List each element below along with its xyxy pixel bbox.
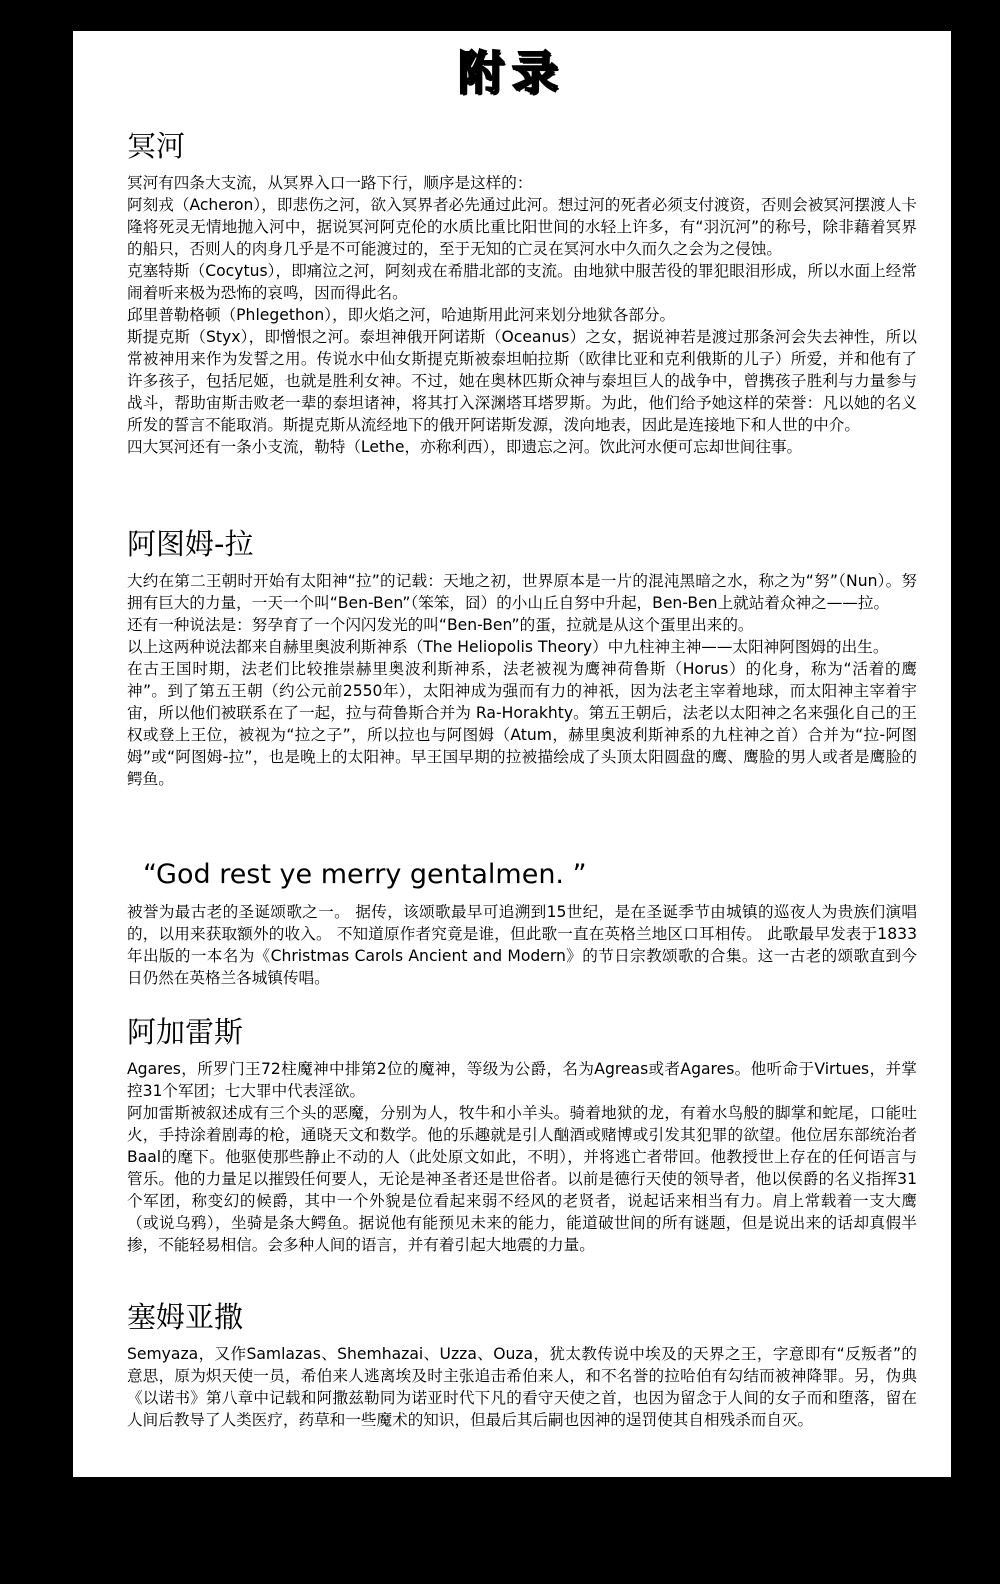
section-agares	[127, 1014, 917, 1256]
page-title: 附录	[458, 46, 566, 100]
paragraph: 四大冥河还有一条小支流，勒特（Lethe，亦称利西），即遗忘之河。饮此河水便可忘却世间往事。	[127, 438, 803, 456]
paragraph: 以上这两种说法都来自赫里奥波利斯神系（The Heliopolis Theory）中九柱神主神——太阳神阿图姆的出生。	[127, 638, 889, 656]
paragraph: 斯提克斯（Styx），即憎恨之河。泰坦神俄开阿诺斯（Oceanus）之女，据说神若是渡过那条河会失去神性，所以常被神用来作为发誓之用。传说水中仙女斯提克斯被泰坦帕拉斯（欧律比亚和克利俄斯的儿子）所爱，并和他有了许多孩子，包括尼姬，也就是胜利女神。不过，她在奥林匹斯众神与泰坦巨人的战争中，曾携孩子胜利与力量参与战斗，帮助宙斯击败老一辈的泰坦诸神，将其打入深渊塔耳塔罗斯。为此，他们给予她这样的荣誉：凡以她的名义所发的誓言不能取消。斯提克斯从流经地下的俄开阿诺斯发源，泼向地表，因此是连接地下和人世的中介。	[127, 328, 917, 434]
section-heading: 冥河	[127, 129, 186, 163]
section-carol	[127, 857, 917, 989]
appendix-page	[73, 31, 951, 1477]
paragraph: 阿加雷斯被叙述成有三个头的恶魔，分别为人，牧牛和小羊头。骑着地狱的龙，有着水鸟般的脚掌和蛇尾，口能吐火，手持涂着剧毒的枪，通晓天文和数学。他的乐趣就是引人酗酒或赌博或引发其犯罪的欲望。他位居东部统治者Baal的麾下。他驱使那些静止不动的人（此处原文如此，不明），并将逃亡者带回。他教授世上存在的任何语言与管乐。他的力量足以摧毁任何要人，无论是神圣者还是世俗者。以前是德行天使的领导者，他以侯爵的名义指挥31个军团，称变幻的候爵，其中一个外貌是位看起来弱不经风的老贤者，说起话来相当有力。肩上常载着一支大鹰（或说乌鸦），坐骑是条大鳄鱼。据说他有能预见未来的能力，能道破世间的所有谜题，但是说出来的话却真假半掺，不能轻易相信。会多种人间的语言，并有着引起大地震的力量。	[127, 1104, 917, 1254]
paragraph: 邱里普勒格顿（Phlegethon），即火焰之河，哈迪斯用此河来划分地狱各部分。	[127, 306, 676, 324]
paragraph: 在古王国时期，法老们比较推崇赫里奥波利斯神系，法老被视为鹰神荷鲁斯（Horus）的化身，称为“活着的鹰神”。到了第五王朝（约公元前2550年），太阳神成为强而有力的神祇，因为法老主宰着地球，而太阳神主宰着宇宙，所以他们被联系在了一起，拉与荷鲁斯合并为 Ra-Horakhty。第五王朝后，法老以太阳神之名来强化自己的王权或登上王位，被视为“拉之子”，所以拉也与阿图姆（Atum，赫里奥波利斯神系的九柱神之首）合并为“拉-阿图姆”或“阿图姆-拉”，也是晚上的太阳神。早王国早期的拉被描绘成了头顶太阳圆盘的鹰、鹰脸的男人或者是鹰脸的鳄鱼。	[127, 660, 917, 788]
paragraph: 克塞特斯（Cocytus），即痛泣之河，阿刻戎在希腊北部的支流。由地狱中服苦役的罪犯眼泪形成，所以水面上经常闹着听来极为恐怖的哀鸣，因而得此名。	[127, 262, 917, 302]
section-heading: “God rest ye merry gentalmen. ”	[143, 859, 587, 890]
section-atum-ra	[127, 526, 917, 790]
paragraph: 被誉为最古老的圣诞颂歌之一。 据传，该颂歌最早可追溯到15世纪，是在圣诞季节由城镇的巡夜人为贵族们演唱的，以用来获取额外的收入。 不知道原作者究竟是谁，但此歌一直在英格兰地区口耳相传。 此歌最早发表于1833年出版的一本名为《Christmas Carols Ancient and Modern》的节日宗教颂歌的合集。这一古老的颂歌直到今日仍然在英格兰各城镇传唱。	[127, 903, 917, 987]
paragraph: 还有一种说法是：努孕育了一个闪闪发光的叫“Ben-Ben”的蛋，拉就是从这个蛋里出来的。	[127, 616, 754, 634]
section-heading: 阿图姆-拉	[127, 527, 254, 561]
paragraph: 冥河有四条大支流，从冥界入口一路下行，顺序是这样的：	[127, 174, 533, 192]
section-heading: 阿加雷斯	[127, 1015, 244, 1049]
section-semyaza	[127, 1299, 917, 1431]
section-heading: 塞姆亚撒	[127, 1300, 244, 1334]
section-styx	[127, 128, 917, 458]
paragraph: 大约在第二王朝时开始有太阳神“拉”的记载：天地之初，世界原本是一片的混沌黑暗之水，称之为“努”（Nun）。努拥有巨大的力量，一天一个叫“Ben-Ben”（笨笨，囧）的小山丘自努中升起，Ben-Ben上就站着众神之——拉。	[127, 572, 917, 612]
paragraph: Agares，所罗门王72柱魔神中排第2位的魔神，等级为公爵，名为Agreas或者Agares。他听命于Virtues，并掌控31个军团；七大罪中代表淫欲。	[127, 1060, 917, 1100]
paragraph: 阿刻戎（Acheron），即悲伤之河，欲入冥界者必先通过此河。想过河的死者必须支付渡资，否则会被冥河摆渡人卡隆将死灵无情地抛入河中，据说冥河阿克伦的水质比重比阳世间的水轻上许多，有“羽沉河”的称号，除非藉着冥界的船只，否则人的肉身几乎是不可能渡过的，至于无知的亡灵在冥河水中久而久之会为之侵蚀。	[127, 196, 917, 258]
paragraph: Semyaza，又作Samlazas、Shemhazai、Uzza、Ouza，犹太教传说中埃及的天界之王，字意即有“反叛者”的意思，原为炽天使一员，希伯来人逃离埃及时主张追击希伯来人，和不名誉的拉哈伯有勾结而被神降罪。另，伪典《以诺书》第八章中记载和阿撒兹勒同为诺亚时代下凡的看守天使之首，也因为留念于人间的女子而和堕落，留在人间后教导了人类医疗，药草和一些魔术的知识，但最后其后嗣也因神的逞罚使其自相残杀而自灭。	[127, 1345, 917, 1429]
